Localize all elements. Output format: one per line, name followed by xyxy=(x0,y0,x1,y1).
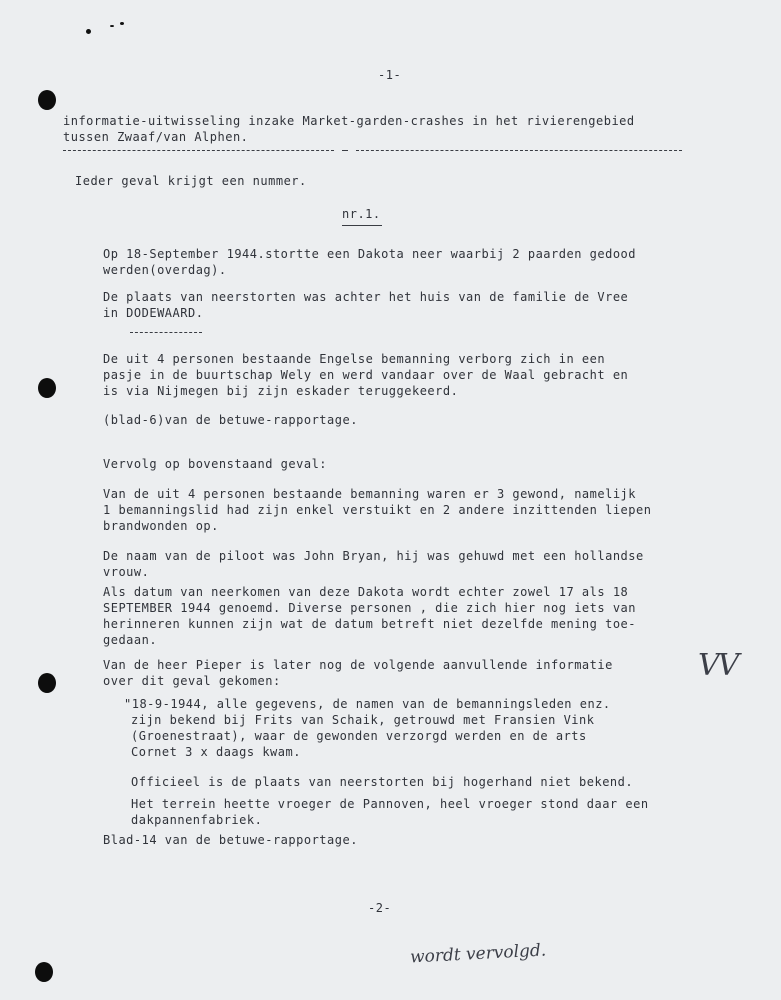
para4-line2: 1 bemanningslid had zijn enkel verstuikt en 2 andere inzittenden liepen xyxy=(103,503,652,517)
case-title-underline xyxy=(342,225,382,226)
subject-line-1: informatie-uitwisseling inzake Market-garden-crashes in het rivierengebied xyxy=(63,114,635,128)
punch-hole-2 xyxy=(38,378,56,398)
page-number-top: -1- xyxy=(378,68,402,82)
punch-hole-1 xyxy=(38,90,56,110)
subject-underline-left xyxy=(63,150,334,151)
para7-line1: Van de heer Pieper is later nog de volgende aanvullende informatie xyxy=(103,658,613,672)
para5-line2: vrouw. xyxy=(103,565,150,579)
quote-line1: "18-9-1944, alle gegevens, de namen van de bemanningsleden enz. xyxy=(124,697,611,711)
reference-blad-14: Blad-14 van de betuwe-rapportage. xyxy=(103,833,358,847)
handwritten-continued-note: wordt vervolgd. xyxy=(409,940,547,968)
quote-line3: (Groenestraat), waar de gewonden verzorgd werden en de arts xyxy=(131,729,587,743)
para5-line1: De naam van de piloot was John Bryan, hij was gehuwd met een hollandse xyxy=(103,549,644,563)
punch-hole-4 xyxy=(35,962,53,982)
para6-line1: Als datum van neerkomen van deze Dakota wordt echter zowel 17 als 18 xyxy=(103,585,629,599)
followup-heading: Vervolg op bovenstaand geval: xyxy=(103,457,328,471)
handwritten-margin-mark: VV xyxy=(698,648,738,683)
para3-line1: De uit 4 personen bestaande Engelse bemanning verborg zich in een xyxy=(103,352,606,366)
quote-terrain-line1: Het terrein heette vroeger de Pannoven, heel vroeger stond daar een xyxy=(131,797,649,811)
para2-line2: in DODEWAARD. xyxy=(103,306,204,320)
case-title: nr.1. xyxy=(342,207,381,221)
para6-line3: herinneren kunnen zijn wat de datum betreft niet dezelfde mening toe- xyxy=(103,617,636,631)
para6-line2: SEPTEMBER 1944 genoemd. Diverse personen , die zich hier nog iets van xyxy=(103,601,636,615)
page-number-bottom: -2- xyxy=(368,901,392,915)
subject-line-2: tussen Zwaaf/van Alphen. xyxy=(63,130,249,144)
para1-line1: Op 18-September 1944.stortte een Dakota neer waarbij 2 paarden gedood xyxy=(103,247,636,261)
para6-line4: gedaan. xyxy=(103,633,158,647)
para7-line2: over dit geval gekomen: xyxy=(103,674,281,688)
speck-3 xyxy=(110,25,114,27)
quote-terrain-line2: dakpannenfabriek. xyxy=(131,813,263,827)
quote-official: Officieel is de plaats van neerstorten bij hogerhand niet bekend. xyxy=(131,775,634,789)
quote-line2: zijn bekend bij Frits van Schaik, getrouwd met Fransien Vink xyxy=(131,713,595,727)
quote-line4: Cornet 3 x daags kwam. xyxy=(131,745,301,759)
para4-line3: brandwonden op. xyxy=(103,519,219,533)
subject-underline-right xyxy=(356,150,682,151)
para1-line2: werden(overdag). xyxy=(103,263,227,277)
speck-2 xyxy=(120,22,124,25)
para4-line1: Van de uit 4 personen bestaande bemanning waren er 3 gewond, namelijk xyxy=(103,487,636,501)
subject-underline-dash xyxy=(342,150,348,151)
para3-line3: is via Nijmegen bij zijn eskader teruggekeerd. xyxy=(103,384,459,398)
para2-line1: De plaats van neerstorten was achter het huis van de familie de Vree xyxy=(103,290,629,304)
intro-text: Ieder geval krijgt een nummer. xyxy=(75,174,307,188)
punch-hole-3 xyxy=(38,673,56,693)
reference-blad-6: (blad-6)van de betuwe-rapportage. xyxy=(103,413,358,427)
para2-underline xyxy=(130,332,202,333)
para3-line2: pasje in de buurtschap Wely en werd vandaar over de Waal gebracht en xyxy=(103,368,629,382)
speck-1 xyxy=(86,29,91,34)
